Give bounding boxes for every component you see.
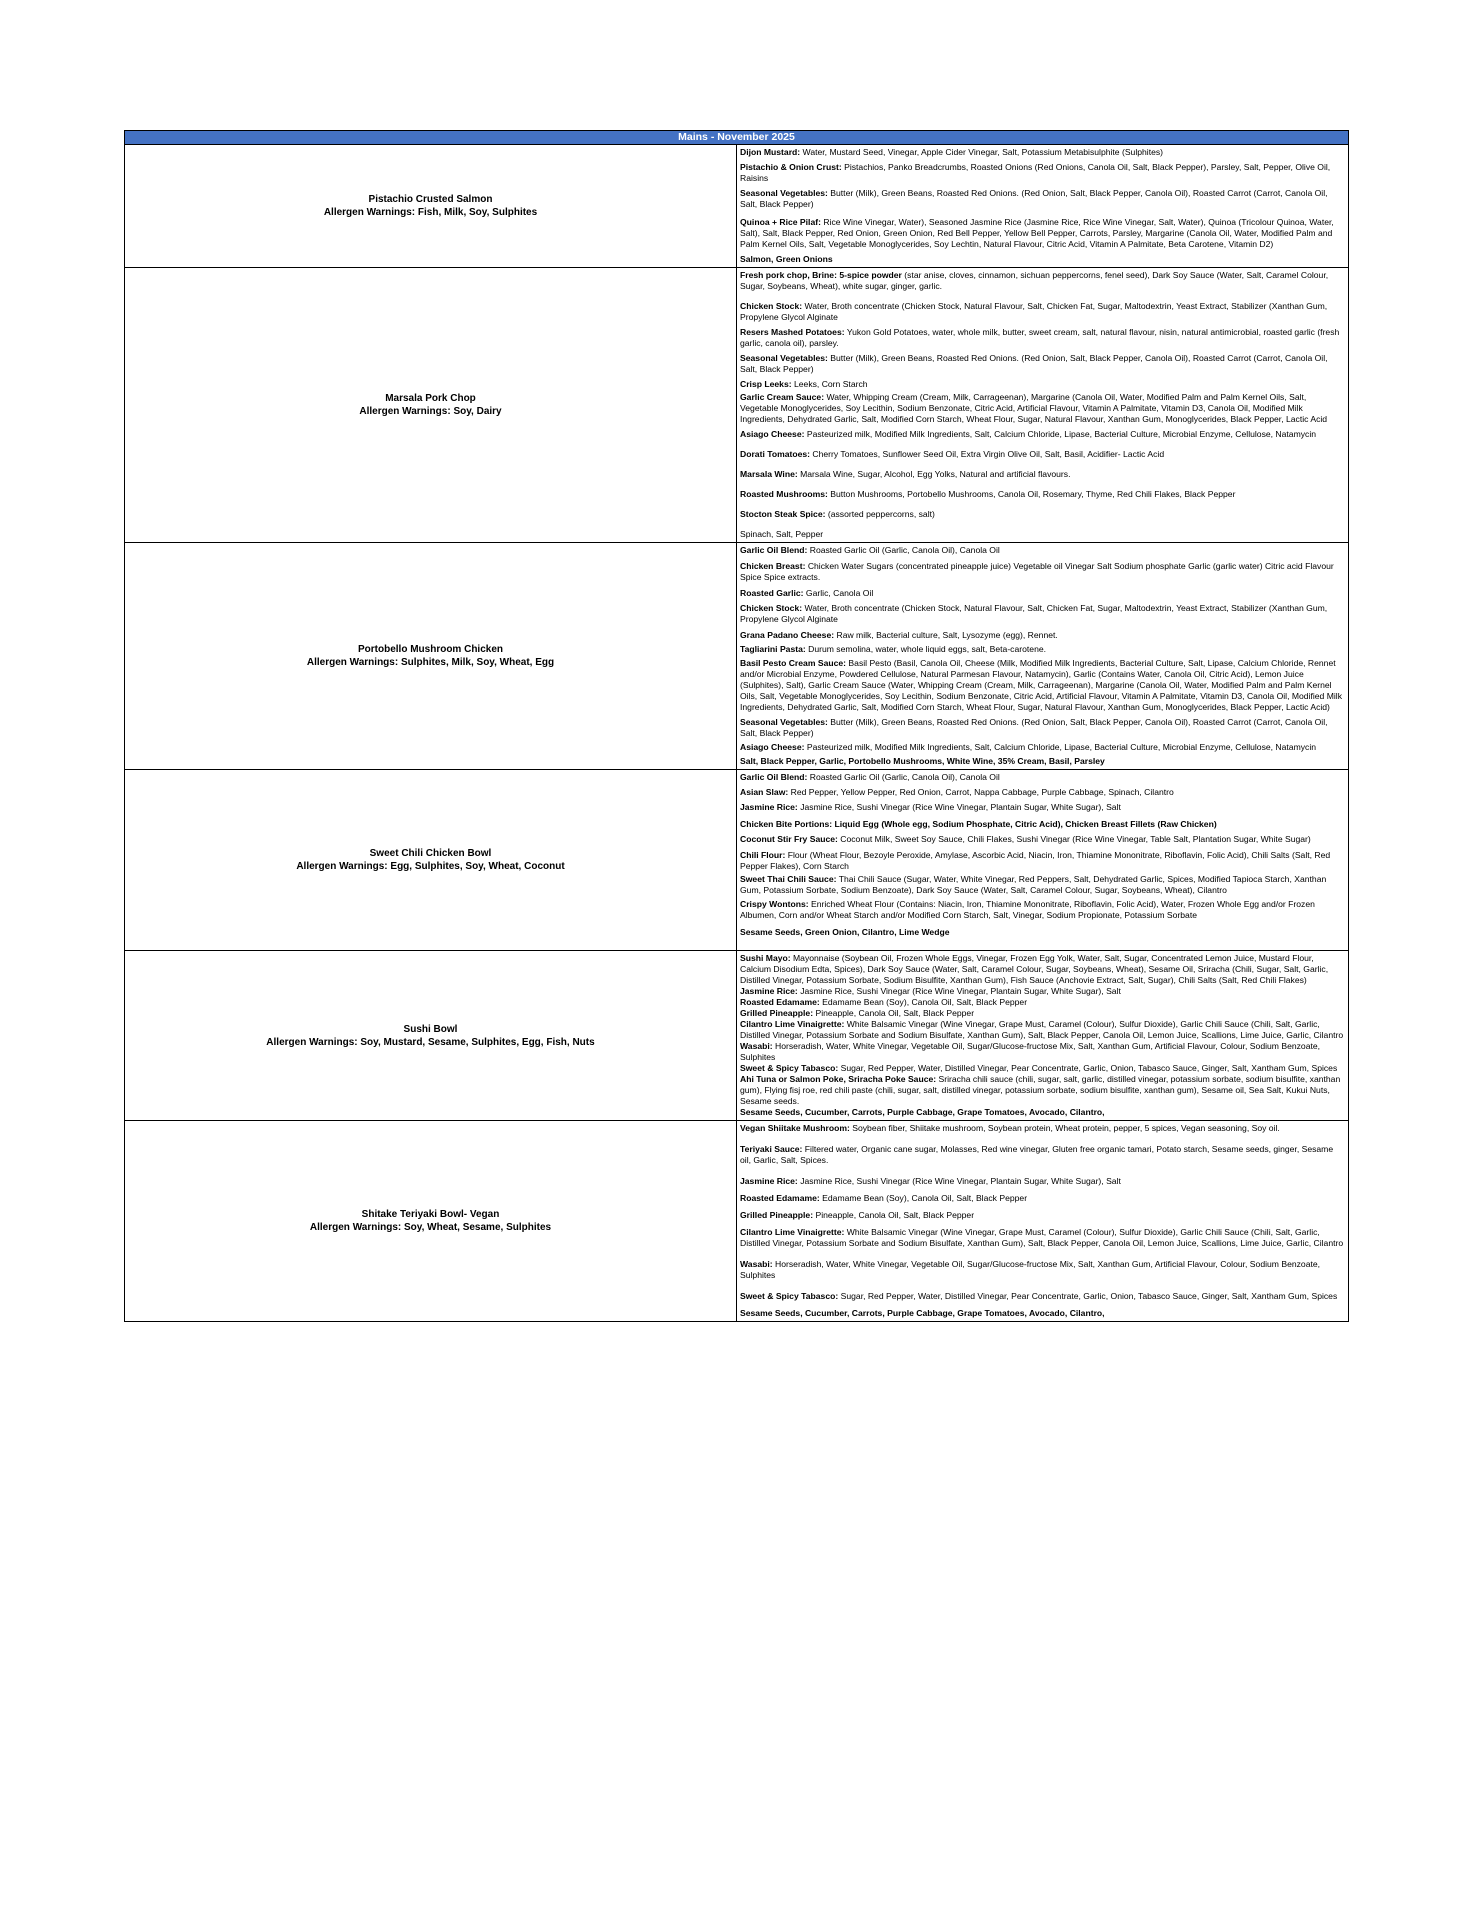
ingredient-line (740, 588, 1344, 599)
ingredient-text: Garlic, Canola Oil (803, 588, 874, 598)
ingredient-text: Durum semolina, water, whole liquid eggs, salt, Beta-carotene. (805, 644, 1047, 654)
ingredient-label: Ahi Tuna or Salmon Poke, Sriracha Poke Sauce: (740, 1074, 937, 1084)
ingredient-label: Coconut Stir Fry Sauce: (740, 834, 838, 844)
ingredient-label: Teriyaki Sauce: (740, 1144, 803, 1154)
ingredient-line (740, 850, 1344, 872)
ingredient-label: Tagliarini Pasta: (740, 644, 806, 654)
ingredient-text: Water, Whipping Cream (Cream, Milk, Carrageenan), Margarine (Canola Oil, Water, Modified Palm and Palm Kernel Oils, Salt, Vegetable Monoglycerides, Soy Lecithin, Sodium Benzonate, Citric Acid, Artificial Flavour, Vitamin A Palmitate, Vitamin D3, Canola Oil, Modified Milk Ingredients, Dehydrated Garlic, Salt, Modified Corn Starch, Wheat Flour, Sugar, Natural Flavour, Xanthan Gum, Monoglycerides, Black Pepper, Lactic Acid (740, 392, 1328, 424)
ingredient-line (740, 301, 1344, 323)
dish-name: Marsala Pork Chop (385, 393, 476, 404)
dish-row (125, 951, 1349, 1121)
ingredient-line (740, 834, 1344, 845)
ingredient-label: Crispy Wontons: (740, 899, 809, 909)
ingredient-label: Quinoa + Rice Pilaf: (740, 217, 821, 227)
ingredient-label: Seasonal Vegetables: (740, 717, 828, 727)
ingredient-text: Horseradish, Water, White Vinegar, Vegetable Oil, Sugar/Glucose-fructose Mix, Salt, Xanthan Gum, Artificial Flavour, Colour, Sodium Benzoate, Sulphites (740, 1259, 1321, 1280)
ingredient-line (740, 162, 1344, 184)
ingredient-label: Chicken Bite Portions: Liquid Egg (Whole egg, Sodium Phosphate, Citric Acid), Chicken Breast Fillets (Raw Chicken) (740, 819, 1217, 829)
ingredient-text: Horseradish, Water, White Vinegar, Vegetable Oil, Sugar/Glucose-fructose Mix, Salt, Xanthan Gum, Artificial Flavour, Colour, Sodium Benzoate, Sulphites (740, 1041, 1321, 1062)
ingredient-text: Water, Broth concentrate (Chicken Stock, Natural Flavour, Salt, Chicken Fat, Sugar, Maltodextrin, Yeast Extract, Stabilizer (Xanthan Gum, Propylene Glycol Alginate (740, 603, 1328, 624)
ingredient-label: Wasabi: (740, 1041, 773, 1051)
ingredient-line (740, 509, 1344, 520)
ingredient-label: Resers Mashed Potatoes: (740, 327, 845, 337)
ingredient-line (740, 1041, 1344, 1063)
ingredient-text: Marsala Wine, Sugar, Alcohol, Egg Yolks, Natural and artificial flavours. (797, 469, 1071, 479)
ingredient-line (740, 1063, 1344, 1074)
ingredient-line (740, 1008, 1344, 1019)
ingredient-text: Pasteurized milk, Modified Milk Ingredients, Salt, Calcium Chloride, Lipase, Bacterial Culture, Microbial Enzyme, Cellulose, Natamycin (804, 742, 1317, 752)
ingredient-label: Garlic Oil Blend: (740, 772, 808, 782)
ingredient-label: Roasted Edamame: (740, 997, 820, 1007)
ingredient-label: Asian Slaw: (740, 787, 789, 797)
ingredient-line (740, 379, 1344, 390)
dish-row (125, 1121, 1349, 1322)
ingredient-text: Pineapple, Canola Oil, Salt, Black Pepper (813, 1008, 975, 1018)
ingredient-line (740, 927, 1344, 938)
ingredient-line (740, 469, 1344, 480)
ingredient-text: Basil Pesto (Basil, Canola Oil, Cheese (Milk, Modified Milk Ingredients, Bacterial Culture, Salt, Lipase, Calcium Chloride, Rennet and/or Microbial Enzyme, Powdered Cellulose, Natural Parmesan Flavour, Natamycin), Garlic (Contains Water, Canola Oil, Citric Acid), Lemon Juice (Sulphites), Salt), Garlic Cream Sauce (Water, Whipping Cream (Cream, Milk, Carrageenan), Margarine (Canola Oil, Water, Modified Palm and Palm Kernel Oils, Salt, Vegetable Monoglycerides, Soy Lecithin, Sodium Benzonate, Citric Acid, Artificial Flavour, Vitamin A Palmitate, Vitamin D3, Canola Oil, Modified Milk Ingredients, Dehydrated Garlic, Salt, Modified Corn Starch, Wheat Flour, Sugar, Natural Flavour, Xanthan Gum, Monoglycerides, Black Pepper, Lactic Acid) (740, 658, 1343, 712)
ingredient-text: Jasmine Rice, Sushi Vinegar (Rice Wine Vinegar, Plantain Sugar, White Sugar), Salt (797, 802, 1121, 812)
ingredient-line (740, 1193, 1344, 1204)
ingredients-cell (737, 951, 1349, 1121)
allergen-warning: Allergen Warnings: Soy, Mustard, Sesame, Sulphites, Egg, Fish, Nuts (266, 1036, 595, 1048)
ingredient-line (740, 772, 1344, 783)
ingredient-line (740, 644, 1344, 655)
ingredient-line (740, 756, 1344, 767)
ingredient-label: Grilled Pineapple: (740, 1210, 814, 1220)
ingredient-label: Marsala Wine: (740, 469, 798, 479)
ingredient-text: Edamame Bean (Soy), Canola Oil, Salt, Black Pepper (819, 997, 1028, 1007)
ingredient-text: Flour (Wheat Flour, Bezoyle Peroxide, Amylase, Ascorbic Acid, Niacin, Iron, Thiamine Mononitrate, Riboflavin, Folic Acid), Chili Salts (Salt, Red Pepper Flakes), Corn Starch (740, 850, 1331, 871)
ingredient-text: Pineapple, Canola Oil, Salt, Black Pepper (813, 1210, 975, 1220)
table-title: Mains - November 2025 (125, 131, 1349, 145)
ingredient-text: Butter (Milk), Green Beans, Roasted Red Onions. (Red Onion, Salt, Black Pepper, Canola Oil), Roasted Carrot (Carrot, Canola Oil, Salt, Black Pepper) (740, 717, 1328, 738)
ingredient-label: Seasonal Vegetables: (740, 353, 828, 363)
ingredients-cell (737, 268, 1349, 543)
ingredient-line (740, 327, 1344, 349)
ingredients-cell (737, 1121, 1349, 1322)
ingredient-label: Cilantro Lime Vinaigrette: (740, 1227, 845, 1237)
ingredient-text: Rice Wine Vinegar, Water), Seasoned Jasmine Rice (Jasmine Rice, Rice Wine Vinegar, Salt, Water), Quinoa (Tricolour Quinoa, Water, Salt), Salt, Black Pepper, Red Onion, Green Onion, Red Bell Pepper, Yellow Bell Pepper, Carrots, Parsley, Margarine (Canola Oil, Water, Modified Palm and Palm Kernel Oils, Salt, Vegetable Monoglycerides, Soy Lechtin, Natural Flavour, Citric Acid, Vitamin A Palmitate, Beta Carotene, Vitamin D2) (740, 217, 1334, 249)
ingredient-line (740, 1308, 1344, 1319)
ingredient-label: Dijon Mustard: (740, 147, 801, 157)
allergen-warning: Allergen Warnings: Egg, Sulphites, Soy, Wheat, Coconut (296, 861, 565, 872)
ingredient-text: Edamame Bean (Soy), Canola Oil, Salt, Black Pepper (819, 1193, 1028, 1203)
ingredient-line (740, 1107, 1344, 1118)
ingredient-line (740, 1074, 1344, 1107)
ingredient-text: Red Pepper, Yellow Pepper, Red Onion, Carrot, Nappa Cabbage, Purple Cabbage, Spinach, Cilantro (788, 787, 1174, 797)
ingredient-line (740, 529, 1344, 540)
ingredient-label: Fresh pork chop, Brine: 5-spice powder (740, 270, 902, 280)
ingredient-text: Yukon Gold Potatoes, water, whole milk, butter, sweet cream, salt, natural flavour, nisin, natural antimicrobial, roasted garlic (fresh garlic, canola oil), parsley. (740, 327, 1340, 348)
ingredient-line (740, 787, 1344, 798)
ingredient-line (740, 717, 1344, 739)
ingredient-text: Sugar, Red Pepper, Water, Distilled Vinegar, Pear Concentrate, Garlic, Onion, Tabasco Sauce, Ginger, Salt, Xantham Gum, Spices (838, 1063, 1338, 1073)
ingredient-line (740, 1144, 1344, 1166)
ingredient-label: Jasmine Rice: (740, 802, 798, 812)
ingredient-text: (star anise, cloves, cinnamon, sichuan peppercorns, fenel seed), Dark Soy Sauce (Water, Salt, Caramel Colour, Sugar, Soybeans, Wheat), white sugar, ginger, garlic. (740, 270, 1329, 291)
ingredient-text: Thai Chili Sauce (Sugar, Water, White Vinegar, Red Peppers, Salt, Dehydrated Garlic, Spices, Modified Tapioca Starch, Xanthan Gum, Potassium Sorbate, Sodium Benzoate), Dark Soy Sauce (Water, Salt, Caramel Colour, Sugar, Soybeans, Wheat), Cilantro (740, 874, 1327, 895)
ingredient-text: Pasteurized milk, Modified Milk Ingredients, Salt, Calcium Chloride, Lipase, Bacterial Culture, Microbial Enzyme, Cellulose, Natamycin (804, 429, 1317, 439)
ingredient-label: Roasted Edamame: (740, 1193, 820, 1203)
ingredient-line (740, 392, 1344, 425)
ingredient-line (740, 545, 1344, 556)
ingredient-text: Raw milk, Bacterial culture, Salt, Lysozyme (egg), Rennet. (834, 630, 1058, 640)
ingredient-line (740, 489, 1344, 500)
ingredient-label: Salt, Black Pepper, Garlic, Portobello Mushrooms, White Wine, 35% Cream, Basil, Parsley (740, 756, 1105, 766)
dish-name: Sushi Bowl (403, 1023, 458, 1035)
dish-cell (125, 268, 737, 543)
dish-row (125, 145, 1349, 268)
dish-name: Pistachio Crusted Salmon (368, 194, 493, 205)
ingredient-label: Chili Flour: (740, 850, 786, 860)
ingredient-line (740, 819, 1344, 830)
dish-cell (125, 543, 737, 770)
ingredient-line (740, 1227, 1344, 1249)
ingredient-label: Sesame Seeds, Cucumber, Carrots, Purple Cabbage, Grape Tomatoes, Avocado, Cilantro, (740, 1107, 1105, 1117)
ingredient-line (740, 802, 1344, 813)
dish-name: Shitake Teriyaki Bowl- Vegan (361, 1209, 500, 1220)
dish-cell (125, 770, 737, 951)
ingredient-text: White Balsamic Vinegar (Wine Vinegar, Grape Must, Caramel (Colour), Sulfur Dioxide), Garlic Chili Sauce (Chili, Salt, Garlic, Distilled Vinegar, Potassium Sorbate and Sodium Bisulfate, Xanthan Gum), Salt, Black Pepper, Canola Oil, Lemon Juice, Scallions, Lime Juice, Garlic, Cilantro (740, 1019, 1344, 1040)
ingredient-label: Dorati Tomatoes: (740, 449, 811, 459)
ingredient-label: Roasted Garlic: (740, 588, 804, 598)
ingredient-line (740, 1176, 1344, 1187)
ingredient-label: Grana Padano Cheese: (740, 630, 835, 640)
allergen-warning: Allergen Warnings: Soy, Wheat, Sesame, Sulphites (309, 1222, 552, 1233)
menu-table (124, 130, 1349, 1322)
ingredient-label: Sesame Seeds, Cucumber, Carrots, Purple Cabbage, Grape Tomatoes, Avocado, Cilantro, (740, 1308, 1105, 1318)
ingredient-line (740, 270, 1344, 292)
ingredient-label: Chicken Stock: (740, 603, 803, 613)
ingredient-text: (assorted peppercorns, salt) (825, 509, 935, 519)
ingredient-text: Jasmine Rice, Sushi Vinegar (Rice Wine Vinegar, Plantain Sugar, White Sugar), Salt (797, 1176, 1121, 1186)
ingredient-label: Sesame Seeds, Green Onion, Cilantro, Lime Wedge (740, 927, 950, 937)
ingredients-cell (737, 770, 1349, 951)
ingredient-text: Jasmine Rice, Sushi Vinegar (Rice Wine Vinegar, Plantain Sugar, White Sugar), Salt (797, 986, 1121, 996)
ingredient-label: Pistachio & Onion Crust: (740, 162, 842, 172)
ingredient-label: Cilantro Lime Vinaigrette: (740, 1019, 845, 1029)
ingredient-label: Garlic Oil Blend: (740, 545, 808, 555)
ingredient-label: Sweet & Spicy Tabasco: (740, 1063, 839, 1073)
ingredient-line (740, 561, 1344, 583)
ingredient-line (740, 147, 1344, 158)
dish-cell (125, 1121, 737, 1322)
dish-cell (125, 951, 737, 1121)
ingredient-line (740, 953, 1344, 986)
ingredient-label: Roasted Mushrooms: (740, 489, 828, 499)
ingredient-label: Chicken Stock: (740, 301, 803, 311)
ingredient-text: Roasted Garlic Oil (Garlic, Canola Oil), Canola Oil (807, 545, 1000, 555)
ingredient-line (740, 1210, 1344, 1221)
ingredient-line (740, 449, 1344, 460)
ingredient-line (740, 188, 1344, 210)
ingredient-label: Seasonal Vegetables: (740, 188, 828, 198)
ingredient-label: Jasmine Rice: (740, 1176, 798, 1186)
ingredient-text: Water, Mustard Seed, Vinegar, Apple Cider Vinegar, Salt, Potassium Metabisulphite (Sulphites) (800, 147, 1164, 157)
ingredient-text: Chicken Water Sugars (concentrated pineapple juice) Vegetable oil Vinegar Salt Sodium phosphate Garlic (garlic water) Citric acid Flavour Spice Spice extracts. (740, 561, 1334, 582)
ingredient-line (740, 742, 1344, 753)
dish-name: Portobello Mushroom Chicken (357, 644, 503, 655)
ingredient-text: Spinach, Salt, Pepper (740, 529, 824, 539)
ingredient-label: Sweet & Spicy Tabasco: (740, 1291, 839, 1301)
ingredient-text: Mayonnaise (Soybean Oil, Frozen Whole Eggs, Vinegar, Frozen Egg Yolk, Water, Salt, Sugar, Concentrated Lemon Juice, Mustard Flour, Calcium Disodium Edta, Spices), Dark Soy Sauce (Water, Salt, Caramel Colour, Sugar, Soybeans, Wheat), Sesame Oil, Sriracha (Chili, Sugar, Salt, Garlic, Distilled Vinegar, Potassium Sorbate, Sodium Bisulfite, Xanthan Gum), Fish Sauce (Anchovie Extract, Salt, Sugar), Chili Salts (Salt, Red Chili Flakes) (740, 953, 1329, 985)
dish-row (125, 543, 1349, 770)
dish-cell (125, 145, 737, 268)
ingredient-label: Stocton Steak Spice: (740, 509, 826, 519)
ingredient-line (740, 1019, 1344, 1041)
ingredient-line (740, 630, 1344, 641)
dish-name: Sweet Chili Chicken Bowl (369, 848, 492, 859)
ingredient-line (740, 899, 1344, 921)
ingredient-line (740, 429, 1344, 440)
ingredient-label: Asiago Cheese: (740, 742, 805, 752)
ingredient-label: Basil Pesto Cream Sauce: (740, 658, 847, 668)
ingredient-text: Button Mushrooms, Portobello Mushrooms, Canola Oil, Rosemary, Thyme, Red Chili Flakes, Black Pepper (827, 489, 1236, 499)
ingredient-line (740, 1259, 1344, 1281)
ingredient-line (740, 658, 1344, 713)
ingredient-text: Roasted Garlic Oil (Garlic, Canola Oil), Canola Oil (807, 772, 1000, 782)
ingredient-label: Sushi Mayo: (740, 953, 791, 963)
ingredient-line (740, 1291, 1344, 1302)
ingredient-line (740, 254, 1344, 265)
ingredient-text: Butter (Milk), Green Beans, Roasted Red Onions. (Red Onion, Salt, Black Pepper, Canola Oil), Roasted Carrot (Carrot, Canola Oil, Salt, Black Pepper) (740, 353, 1328, 374)
ingredient-label: Salmon, Green Onions (740, 254, 833, 264)
ingredient-text: White Balsamic Vinegar (Wine Vinegar, Grape Must, Caramel (Colour), Sulfur Dioxide), Garlic Chili Sauce (Chili, Salt, Garlic, Distilled Vinegar, Potassium Sorbate and Sodium Bisulfate, Xanthan Gum), Salt, Black Pepper, Canola Oil, Lemon Juice, Scallions, Lime Juice, Garlic, Cilantro (740, 1227, 1344, 1248)
ingredient-line (740, 874, 1344, 896)
ingredient-label: Chicken Breast: (740, 561, 806, 571)
ingredient-line (740, 1123, 1344, 1134)
ingredient-line (740, 986, 1344, 997)
ingredients-cell (737, 543, 1349, 770)
ingredient-text: Leeks, Corn Starch (791, 379, 868, 389)
ingredient-text: Soybean fiber, Shiitake mushroom, Soybean protein, Wheat protein, pepper, 5 spices, Vegan seasoning, Soy oil. (849, 1123, 1280, 1133)
ingredients-cell (737, 145, 1349, 268)
ingredient-line (740, 217, 1344, 250)
ingredient-text: Water, Broth concentrate (Chicken Stock, Natural Flavour, Salt, Chicken Fat, Sugar, Maltodextrin, Yeast Extract, Stabilizer (Xanthan Gum, Propylene Glycol Alginate (740, 301, 1328, 322)
allergen-warning: Allergen Warnings: Fish, Milk, Soy, Sulphites (323, 207, 538, 218)
ingredient-line (740, 603, 1344, 625)
ingredient-text: Filtered water, Organic cane sugar, Molasses, Red wine vinegar, Gluten free organic tamari, Potato starch, Sesame seeds, ginger, Sesame oil, Garlic, Salt, Spices. (740, 1144, 1334, 1165)
ingredient-label: Garlic Cream Sauce: (740, 392, 825, 402)
dish-row (125, 268, 1349, 543)
ingredient-label: Vegan Shiitake Mushroom: (740, 1123, 850, 1133)
ingredient-line (740, 353, 1344, 375)
ingredient-label: Crisp Leeks: (740, 379, 792, 389)
ingredient-label: Asiago Cheese: (740, 429, 805, 439)
ingredient-label: Grilled Pineapple: (740, 1008, 814, 1018)
ingredient-text: Coconut Milk, Sweet Soy Sauce, Chili Flakes, Sushi Vinegar (Rice Wine Vinegar, Table Salt, Plantation Sugar, White Sugar) (837, 834, 1311, 844)
ingredient-text: Cherry Tomatoes, Sunflower Seed Oil, Extra Virgin Olive Oil, Salt, Basil, Acidifier- Lactic Acid (810, 449, 1165, 459)
ingredient-text: Pistachios, Panko Breadcrumbs, Roasted Onions (Red Onions, Canola Oil, Salt, Black Pepper), Parsley, Salt, Pepper, Olive Oil, Raisins (740, 162, 1331, 183)
dish-row (125, 770, 1349, 951)
ingredient-text: Sugar, Red Pepper, Water, Distilled Vinegar, Pear Concentrate, Garlic, Onion, Tabasco Sauce, Ginger, Salt, Xantham Gum, Spices (838, 1291, 1338, 1301)
allergen-warning: Allergen Warnings: Sulphites, Milk, Soy, Wheat, Egg (306, 657, 555, 668)
allergen-warning: Allergen Warnings: Soy, Dairy (359, 406, 502, 417)
ingredient-line (740, 997, 1344, 1008)
ingredient-label: Sweet Thai Chili Sauce: (740, 874, 837, 884)
ingredient-text: Sriracha chili sauce (chili, sugar, salt, garlic, distilled vinegar, potassium sorbate, sodium bisulfite, xanthan gum), Flying fisj roe, red chili paste (chili, sugar, salt, distilled vinegar, potassium sorbate, sodium bisulfite, xanthan gum), Sesame oil, Sea Salt, Kukui Nuts, Sesame seeds. (740, 1074, 1341, 1106)
header-row (125, 131, 1349, 145)
ingredient-text: Enriched Wheat Flour (Contains: Niacin, Iron, Thiamine Mononitrate, Riboflavin, Folic Acid), Water, Frozen Whole Egg and/or Frozen Albumen, Corn and/or Wheat Starch and/or Modified Corn Starch, Salt, Vinegar, Sodium Propionate, Potassium Sorbate (740, 899, 1315, 920)
ingredient-label: Wasabi: (740, 1259, 773, 1269)
ingredient-text: Butter (Milk), Green Beans, Roasted Red Onions. (Red Onion, Salt, Black Pepper, Canola Oil), Roasted Carrot (Carrot, Canola Oil, Salt, Black Pepper) (740, 188, 1328, 209)
ingredient-label: Jasmine Rice: (740, 986, 798, 996)
